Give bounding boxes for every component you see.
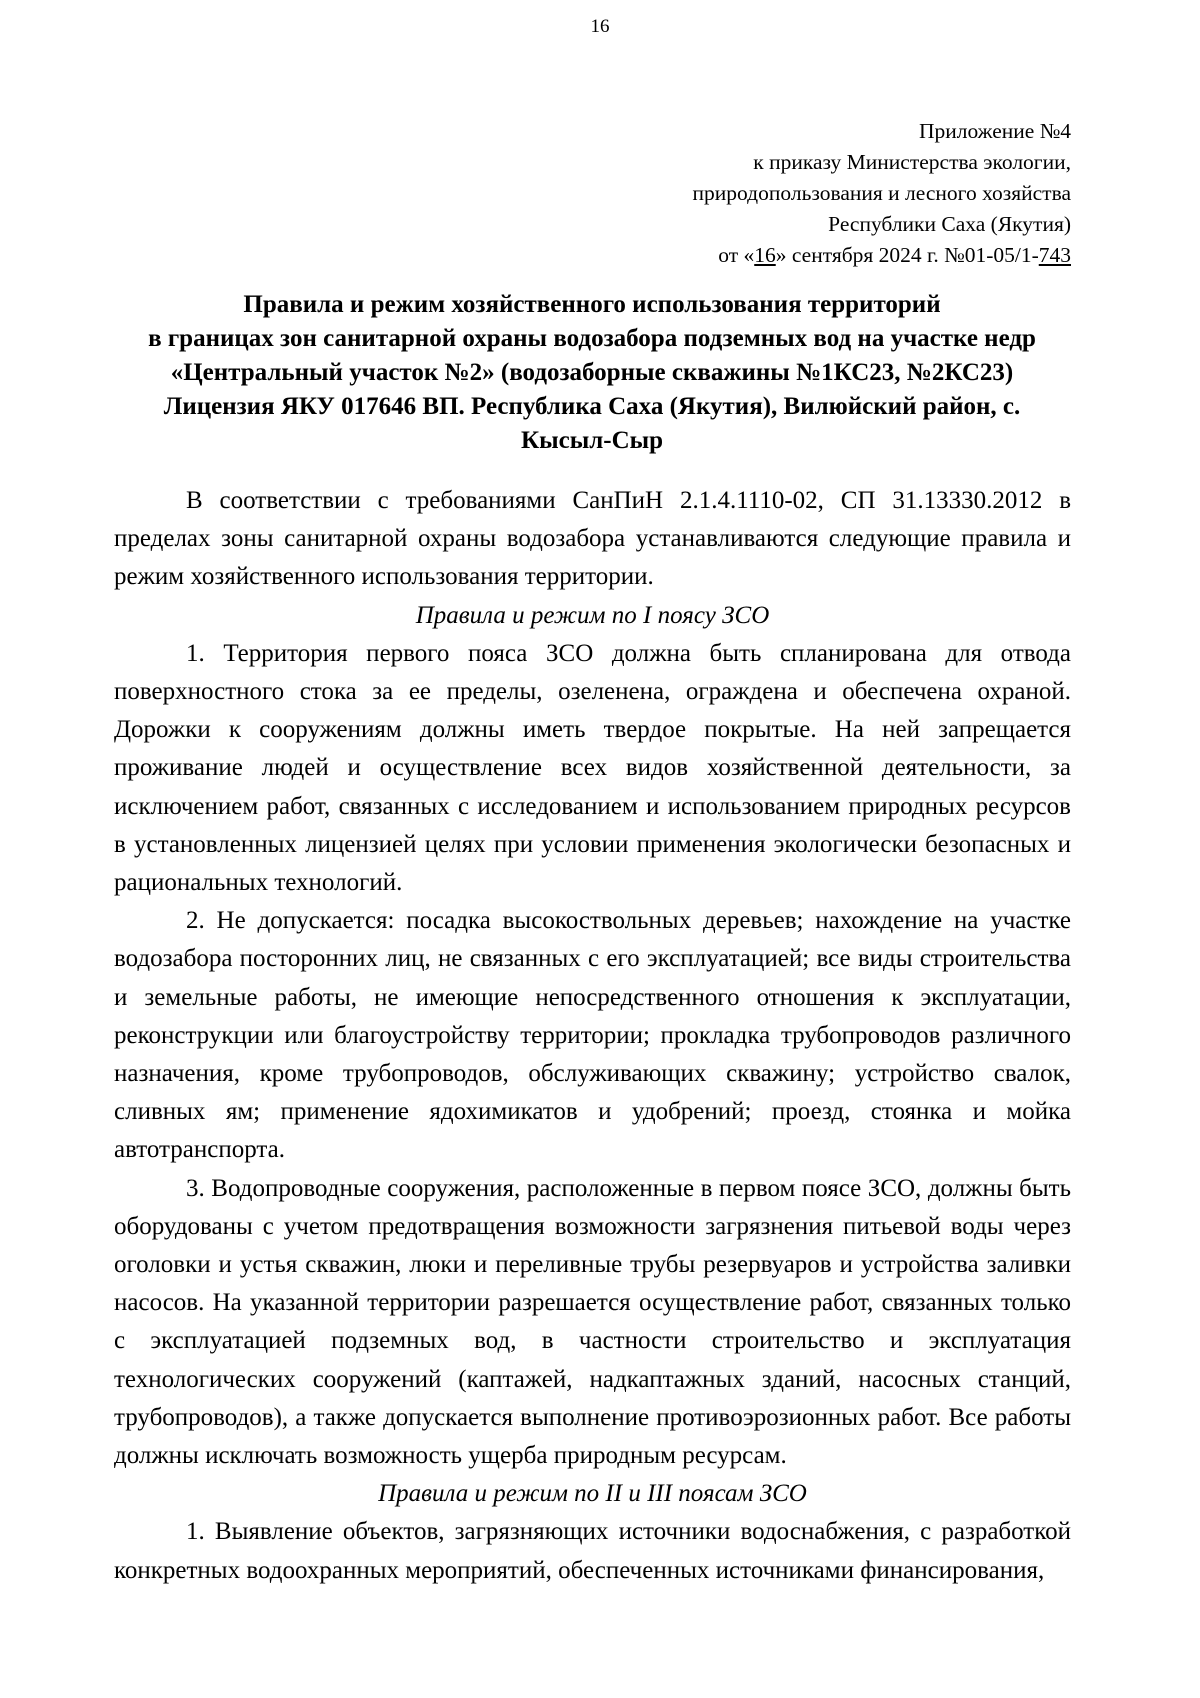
appendix-line: Приложение №4 (918, 119, 1071, 143)
appendix-block (693, 116, 1071, 271)
intro-paragraph: В соответствии с требованиями СанПиН 2.1.4.1110-02, СП 31.13330.2012 в пределах зоны санитарной охраны водозабора устанавливаются следующие правила и режим хозяйственного использования территории. (114, 487, 1071, 591)
order-number: 743 (1038, 243, 1071, 267)
date-prefix: от « (718, 243, 755, 267)
appendix-line: природопользования и лесного хозяйства (692, 181, 1071, 205)
appendix-date-line (693, 240, 1071, 271)
title-line: «Центральный участок №2» (водозаборные скважины №1КС23, №2КС23) (170, 359, 1014, 386)
appendix-line: Республики Саха (Якутия) (828, 212, 1071, 236)
paragraph: 3. Водопроводные сооружения, расположенные в первом поясе ЗСО, должны быть оборудованы с учетом предотвращения возможности загрязнения питьевой воды через оголовки и устья скважин, люки и переливные трубы резервуаров и устройства заливки насосов. На указанной территории разрешается осуществление работ, связанных только с эксплуатацией подземных вод, в частности строительство и эксплуатация технологических сооружений (каптажей, надкаптажных зданий, насосных станций, трубопроводов), а также допускается выполнение противоэрозионных работ. Все работы должны исключать возможность ущерба природным ресурсам. (114, 1174, 1071, 1470)
page-number: 16 (590, 16, 610, 37)
title-line: в границах зон санитарной охраны водозабора подземных вод на участке недр (148, 325, 1036, 352)
date-day: 16 (754, 243, 776, 267)
section-heading: Правила и режим по I поясу ЗСО (415, 601, 770, 629)
document-title (113, 288, 1071, 458)
date-middle: » сентября 2024 г. №01-05/1- (775, 243, 1039, 267)
paragraph: 1. Выявление объектов, загрязняющих источники водоснабжения, с разработкой конкретных водоохранных мероприятий, обеспеченных источниками финансирования, (114, 1518, 1071, 1584)
appendix-line: к приказу Министерства экологии, (753, 150, 1071, 174)
paragraph: 1. Территория первого пояса ЗСО должна быть спланирована для отвода поверхностного стока за ее пределы, озеленена, ограждена и обеспечена охраной. Дорожки к сооружениям должны иметь твердое покрытые. На ней запрещается проживание людей и осуществление всех видов хозяйственной деятельности, за исключением работ, связанных с исследованием и использованием природных ресурсов в установленных лицензией целях при условии применения экологически безопасных и рациональных технологий. (114, 639, 1071, 897)
document-body (114, 482, 1071, 1590)
title-line: Правила и режим хозяйственного использования территорий (243, 291, 941, 318)
title-line: Лицензия ЯКУ 017646 ВП. Республика Саха (Якутия), Вилюйский район, с. (163, 393, 1021, 420)
paragraph: 2. Не допускается: посадка высокоствольных деревьев; нахождение на участке водозабора посторонних лиц, не связанных с его эксплуатацией; все виды строительства и земельные работы, не имеющие непосредственного отношения к эксплуатации, реконструкции или благоустройству территории; прокладка трубопроводов различного назначения, кроме трубопроводов, обслуживающих скважину; устройство свалок, сливных ям; применение ядохимикатов и удобрений; проезд, стоянка и мойка автотранспорта. (114, 907, 1071, 1164)
title-line: Кысыл-Сыр (520, 427, 664, 454)
section-heading: Правила и режим по II и III поясам ЗСО (378, 1480, 807, 1508)
